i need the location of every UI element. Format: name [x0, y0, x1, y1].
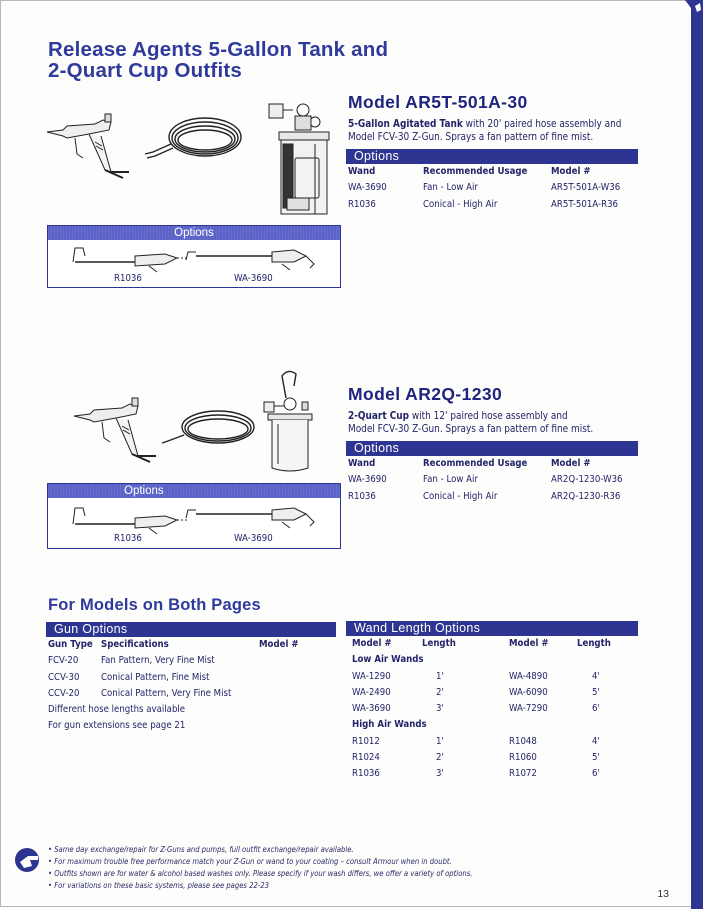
- cell-spec: Conical Pattern, Fine Mist: [101, 671, 210, 683]
- table-row: [352, 768, 638, 784]
- cell-model: WA-1290: [352, 670, 391, 682]
- table-row: [352, 671, 638, 687]
- cell-wand: WA-3690: [348, 182, 387, 194]
- note-item: • For maximum trouble free performance match your Z-Gun or wand to your coating – consult Armour when in doubt.: [48, 857, 452, 866]
- note-item: • For variations on these basic systems, please see pages 22-23: [48, 881, 270, 890]
- model1-desc-rest: with 20' paired hose assembly and: [462, 118, 622, 130]
- gun-options-note-hose: [48, 704, 338, 720]
- col-model: Model #: [551, 166, 591, 177]
- note-text: For variations on these basic systems, please see pages 22-23: [54, 881, 270, 890]
- cell-model: R1024: [352, 752, 380, 764]
- page-title-line-2: 2-Quart Cup Outfits: [48, 59, 242, 82]
- cell-spec: Fan Pattern, Very Fine Mist: [101, 655, 215, 667]
- model1-title: Model AR5T-501A-30: [348, 92, 528, 112]
- note-text: Outfits shown are for water & alcohol based washes only. Please specify if your wash differs, we offer a variety of options.: [54, 869, 473, 878]
- col-length-1: Length: [422, 638, 456, 649]
- model1-description: [348, 118, 621, 144]
- table-row: [48, 655, 338, 671]
- col-length-2: Length: [577, 638, 611, 649]
- cell-gun-type: CCV-30: [48, 671, 80, 683]
- cell-model: WA-3690: [352, 703, 391, 715]
- high-air-label: [352, 719, 638, 735]
- hose-illustration-2: [160, 405, 260, 455]
- model1-image-options-header: Options: [48, 226, 340, 240]
- cell-length: 6': [592, 703, 600, 715]
- wand-length-table: [352, 638, 638, 785]
- model1-desc-bold: 5-Gallon Agitated Tank: [348, 118, 463, 130]
- table-header-row: [48, 639, 338, 655]
- table-row: [352, 703, 638, 719]
- cell-length: 3': [436, 703, 444, 715]
- model2-options-table: [348, 458, 638, 507]
- model1-desc-line2: Model FCV-30 Z-Gun. Sprays a fan pattern of fine mist.: [348, 131, 594, 143]
- cell-usage: Fan - Low Air: [423, 182, 478, 194]
- cell-model: WA-2490: [352, 686, 391, 698]
- cell-model: R1060: [509, 752, 537, 764]
- col-specifications: Specifications: [101, 639, 169, 650]
- page-title: [48, 39, 388, 81]
- cell-usage: Conical - High Air: [423, 198, 498, 210]
- model2-desc-bold: 2-Quart Cup: [348, 410, 410, 422]
- note-item: • Same day exchange/repair for Z-Guns and pumps, full outfit exchange/repair available.: [48, 845, 354, 854]
- table-row: [348, 491, 638, 507]
- gun-options-table: [48, 639, 338, 737]
- zgun-illustration: [45, 108, 140, 183]
- page-number: 13: [657, 888, 669, 900]
- model2-wand-wa3690-illustration: [182, 500, 332, 530]
- low-air-label: [352, 654, 638, 670]
- note-item: • Outfits shown are for water & alcohol based washes only. Please specify if your wash differs, we offer a variety of options.: [48, 869, 473, 878]
- note-text: For gun extensions see page 21: [48, 720, 186, 732]
- model2-description: [348, 410, 593, 436]
- table-header-row: [348, 458, 638, 474]
- cell-wand: R1036: [348, 198, 376, 210]
- model2-image-options-header: Options: [48, 484, 340, 498]
- model1-image-label-wa3690: WA-3690: [234, 273, 273, 284]
- model2-desc-rest: with 12' paired hose assembly and: [409, 410, 568, 422]
- cell-model: AR2Q-1230-R36: [551, 490, 621, 502]
- model1-wand-r1036-illustration: [65, 242, 195, 272]
- tank-illustration: [265, 98, 335, 218]
- table-row: [352, 687, 638, 703]
- model1-options-bar: Options: [346, 149, 638, 164]
- table-row: [48, 688, 338, 704]
- model1-image-label-r1036: R1036: [114, 273, 142, 284]
- cell-spec: Conical Pattern, Very Fine Mist: [101, 687, 232, 699]
- gun-options-note-extensions: [48, 720, 338, 736]
- cell-length: 1': [436, 735, 444, 747]
- cell-model: R1048: [509, 735, 537, 747]
- cell-model: AR2Q-1230-W36: [551, 474, 623, 486]
- cell-gun-type: CCV-20: [48, 687, 80, 699]
- cell-length: 5': [592, 752, 600, 764]
- pointing-hand-icon: [14, 846, 42, 874]
- model2-desc-line2: Model FCV-30 Z-Gun. Sprays a fan pattern of fine mist.: [348, 423, 594, 435]
- cell-length: 2': [436, 752, 444, 764]
- cell-usage: Conical - High Air: [423, 490, 498, 502]
- model2-wand-r1036-illustration: [65, 500, 195, 534]
- cell-model: AR5T-501A-R36: [551, 198, 619, 210]
- table-row: [48, 672, 338, 688]
- cell-wand: R1036: [348, 490, 376, 502]
- col-wand: Wand: [348, 458, 376, 469]
- note-text: For maximum trouble free performance match your Z-Gun or wand to your coating – consult Armour when in doubt.: [54, 857, 452, 866]
- col-model-1: Model #: [352, 638, 392, 649]
- edge-tab: [685, 0, 703, 909]
- cell-length: 3': [436, 768, 444, 780]
- col-wand: Wand: [348, 166, 376, 177]
- cell-model: R1072: [509, 768, 537, 780]
- model1-wand-wa3690-illustration: [182, 242, 332, 272]
- both-pages-heading: For Models on Both Pages: [48, 596, 261, 614]
- cell-gun-type: FCV-20: [48, 655, 79, 667]
- table-row: [348, 199, 638, 215]
- col-usage: Recommended Usage: [423, 166, 528, 177]
- cell-length: 1': [436, 670, 444, 682]
- cell-length: 6': [592, 768, 600, 780]
- group-label: Low Air Wands: [352, 654, 424, 666]
- model2-image-label-wa3690: WA-3690: [234, 533, 273, 544]
- cell-wand: WA-3690: [348, 474, 387, 486]
- note-text: Same day exchange/repair for Z-Guns and pumps, full outfit exchange/repair available.: [54, 845, 354, 854]
- col-model: Model #: [551, 458, 591, 469]
- cell-model: WA-4890: [509, 670, 548, 682]
- wand-length-bar: Wand Length Options: [346, 621, 638, 636]
- col-model: Model #: [259, 639, 299, 650]
- model2-options-bar: Options: [346, 441, 638, 456]
- table-row: [348, 474, 638, 490]
- hose-illustration: [143, 110, 243, 170]
- cell-length: 5': [592, 686, 600, 698]
- table-row: [352, 752, 638, 768]
- table-header-row: [348, 166, 638, 182]
- group-label: High Air Wands: [352, 719, 427, 731]
- cell-model: WA-7290: [509, 703, 548, 715]
- cell-model: R1036: [352, 768, 380, 780]
- page-title-line-1: Release Agents 5-Gallon Tank and: [48, 38, 389, 61]
- zgun-illustration-2: [72, 392, 167, 467]
- cell-length: 4': [592, 735, 600, 747]
- model2-image-label-r1036: R1036: [114, 533, 142, 544]
- model2-title: Model AR2Q-1230: [348, 384, 503, 404]
- model1-options-table: [348, 166, 638, 215]
- gun-options-bar: Gun Options: [46, 622, 336, 637]
- table-row: [348, 182, 638, 198]
- col-usage: Recommended Usage: [423, 458, 528, 469]
- cup-illustration: [258, 368, 318, 478]
- cell-model: AR5T-501A-W36: [551, 182, 621, 194]
- col-gun-type: Gun Type: [48, 639, 93, 650]
- cell-usage: Fan - Low Air: [423, 474, 478, 486]
- table-row: [352, 736, 638, 752]
- table-header-row: [352, 638, 638, 654]
- notes-list: [48, 844, 520, 892]
- cell-model: R1012: [352, 735, 380, 747]
- cell-length: 4': [592, 670, 600, 682]
- cell-length: 2': [436, 686, 444, 698]
- cell-model: WA-6090: [509, 686, 548, 698]
- note-text: Different hose lengths available: [48, 704, 186, 716]
- col-model-2: Model #: [509, 638, 549, 649]
